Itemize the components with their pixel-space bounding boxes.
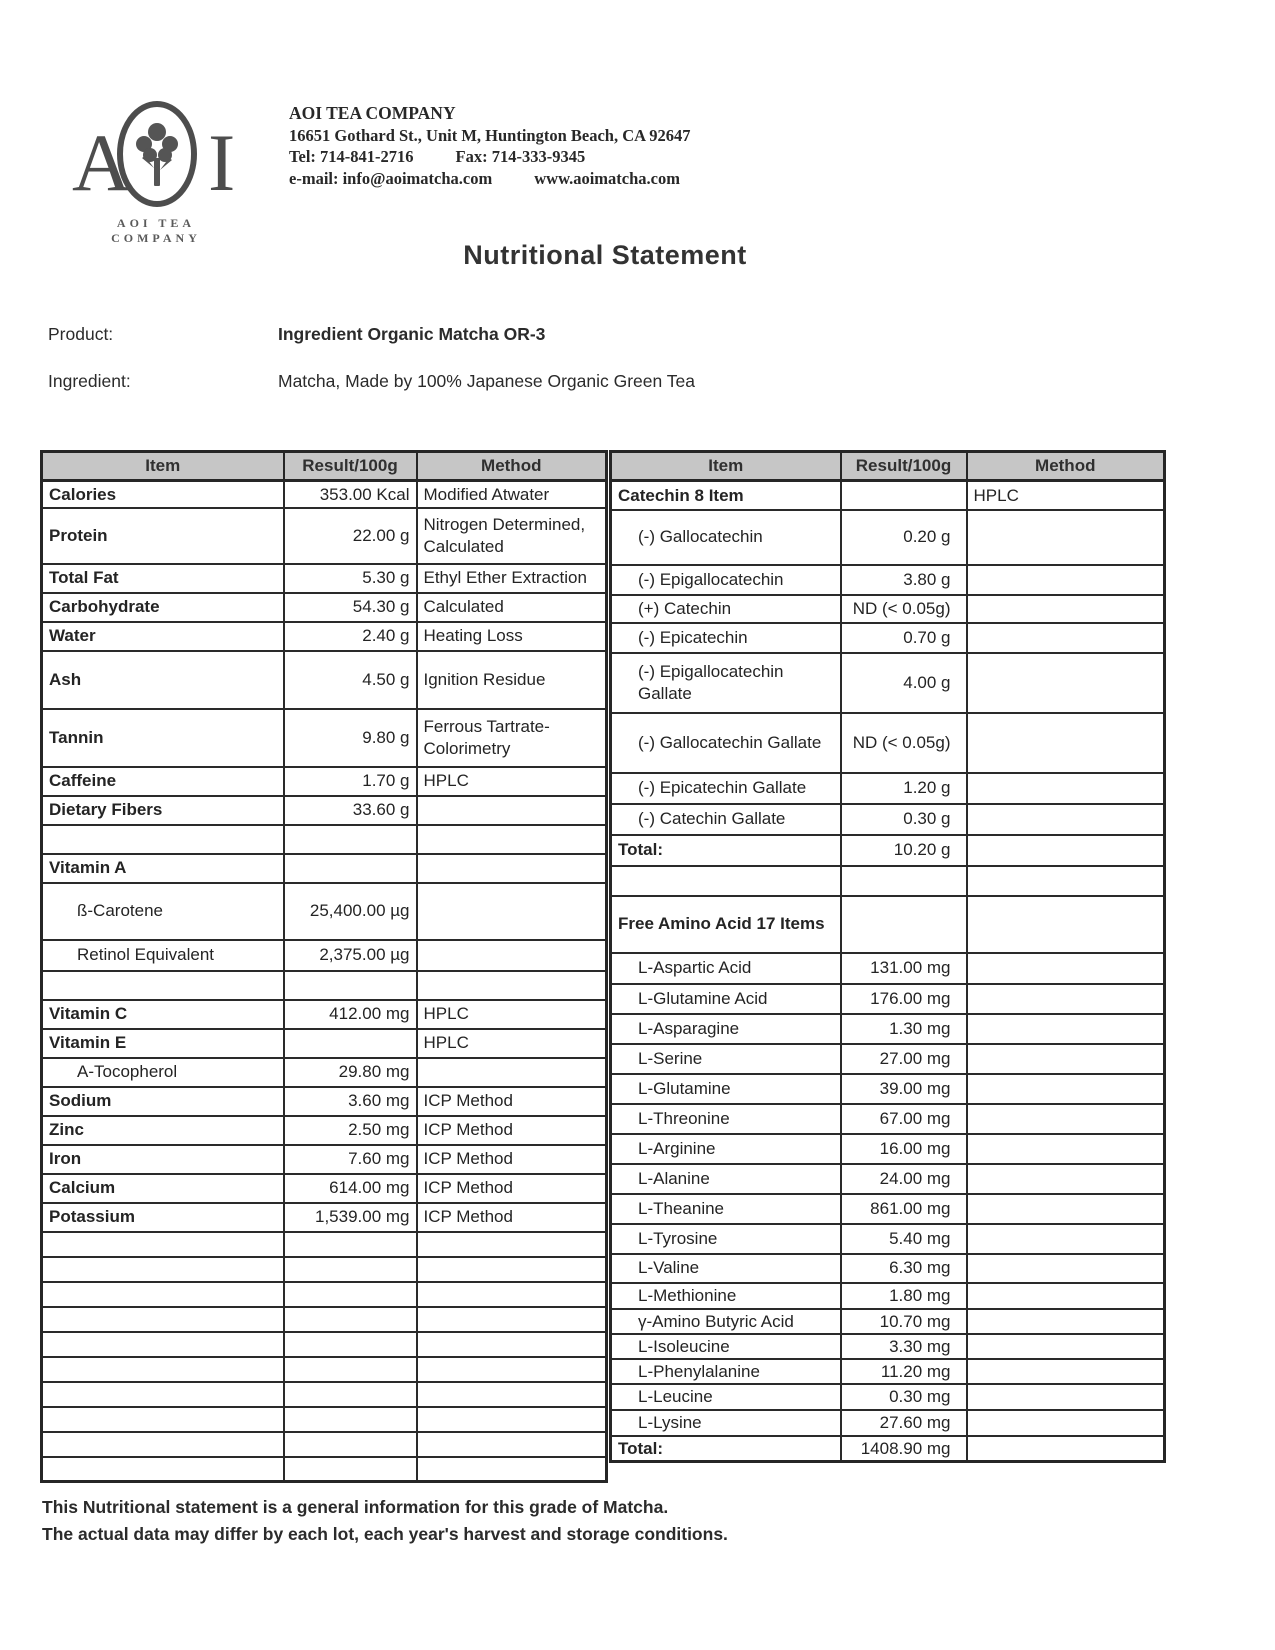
cell-result	[284, 1432, 417, 1457]
column-header-method: Method	[417, 452, 607, 481]
cell-result	[841, 481, 967, 510]
table-row	[42, 1116, 607, 1145]
cell-item: Dietary Fibers	[42, 796, 284, 825]
cell-result: 1.20 g	[841, 773, 967, 804]
cell-item: Potassium	[42, 1203, 284, 1232]
company-name: AOI TEA COMPANY	[289, 103, 456, 123]
cell-item	[42, 1457, 284, 1482]
cell-method	[417, 1407, 607, 1432]
cell-method: HPLC	[967, 481, 1165, 510]
cell-item: (-) Gallocatechin	[611, 510, 841, 565]
cell-result: ND (< 0.05g)	[841, 595, 967, 623]
cell-item: (+) Catechin	[611, 595, 841, 623]
table-row	[611, 1044, 1165, 1074]
cell-item: Calories	[42, 481, 284, 508]
cell-method	[417, 796, 607, 825]
cell-item	[42, 1407, 284, 1432]
table-row	[611, 1384, 1165, 1409]
cell-item: (-) Epicatechin	[611, 623, 841, 653]
table-row	[42, 564, 607, 593]
cell-method: HPLC	[417, 1029, 607, 1058]
cell-item: L-Isoleucine	[611, 1334, 841, 1359]
cell-method: ICP Method	[417, 1203, 607, 1232]
table-row	[42, 825, 607, 854]
cell-method: ICP Method	[417, 1087, 607, 1116]
cell-item: Vitamin E	[42, 1029, 284, 1058]
cell-method	[967, 1074, 1165, 1104]
cell-result: 0.30 mg	[841, 1384, 967, 1409]
cell-result	[284, 825, 417, 854]
table-row	[42, 1357, 607, 1382]
table-row	[611, 623, 1165, 653]
ingredient-row	[48, 371, 696, 392]
cell-item: Catechin 8 Item	[611, 481, 841, 510]
cell-item: L-Aspartic Acid	[611, 953, 841, 984]
cell-method	[967, 565, 1165, 595]
cell-result	[284, 1332, 417, 1357]
table-row	[611, 1224, 1165, 1254]
table-row	[42, 1382, 607, 1407]
cell-item: Total:	[611, 1436, 841, 1462]
cell-method	[967, 1410, 1165, 1436]
cell-item: L-Theanine	[611, 1194, 841, 1224]
cell-result	[284, 971, 417, 1000]
cell-method	[967, 653, 1165, 713]
cell-result	[284, 1282, 417, 1307]
cell-item: Sodium	[42, 1087, 284, 1116]
cell-result: 16.00 mg	[841, 1134, 967, 1164]
cell-item: Carbohydrate	[42, 593, 284, 622]
cell-item	[42, 1382, 284, 1407]
cell-method	[967, 984, 1165, 1014]
cell-item: L-Lysine	[611, 1410, 841, 1436]
cell-method	[417, 1357, 607, 1382]
cell-item	[42, 1257, 284, 1282]
cell-method	[417, 1282, 607, 1307]
cell-method	[967, 1254, 1165, 1283]
cell-result: 412.00 mg	[284, 1000, 417, 1029]
table-row	[611, 481, 1165, 510]
cell-method	[967, 866, 1165, 896]
table-row	[42, 1257, 607, 1282]
table-header-row	[611, 452, 1165, 481]
table-row	[611, 565, 1165, 595]
cell-result: 1.30 mg	[841, 1014, 967, 1044]
cell-method	[967, 835, 1165, 866]
table-row	[611, 1254, 1165, 1283]
cell-method	[417, 1232, 607, 1257]
cell-result: 27.60 mg	[841, 1410, 967, 1436]
cell-result: 614.00 mg	[284, 1174, 417, 1203]
cell-item	[611, 866, 841, 896]
table-row	[42, 1174, 607, 1203]
cell-method: Modified Atwater	[417, 481, 607, 508]
table-row	[42, 1432, 607, 1457]
cell-item: (-) Gallocatechin Gallate	[611, 713, 841, 773]
cell-result: 24.00 mg	[841, 1164, 967, 1194]
company-fax: Fax: 714-333-9345	[455, 147, 586, 166]
cell-item: γ-Amino Butyric Acid	[611, 1309, 841, 1334]
table-row	[42, 1029, 607, 1058]
page-title: Nutritional Statement	[463, 240, 747, 270]
table-row	[42, 767, 607, 796]
cell-result: 33.60 g	[284, 796, 417, 825]
product-label: Product:	[48, 324, 114, 344]
company-phone-line	[289, 146, 691, 168]
footer-line-1: This Nutritional statement is a general information for this grade of Matcha.	[42, 1497, 669, 1517]
table-row	[611, 1164, 1165, 1194]
cell-result: 4.50 g	[284, 651, 417, 709]
cell-result	[841, 896, 967, 953]
cell-method	[967, 1334, 1165, 1359]
cell-item: L-Arginine	[611, 1134, 841, 1164]
cell-item: ß-Carotene	[42, 883, 284, 940]
table-row	[42, 1307, 607, 1332]
cell-item: L-Valine	[611, 1254, 841, 1283]
cell-method	[967, 1134, 1165, 1164]
table-row	[42, 508, 607, 564]
cell-result: 22.00 g	[284, 508, 417, 564]
cell-item: L-Methionine	[611, 1283, 841, 1309]
cell-item: L-Serine	[611, 1044, 841, 1074]
cell-item: Tannin	[42, 709, 284, 767]
cell-result: 67.00 mg	[841, 1104, 967, 1134]
cell-result	[284, 1232, 417, 1257]
cell-result: 131.00 mg	[841, 953, 967, 984]
table-row	[611, 1309, 1165, 1334]
cell-method: HPLC	[417, 1000, 607, 1029]
table-row	[42, 1087, 607, 1116]
cell-item: L-Threonine	[611, 1104, 841, 1134]
ingredient-value: Matcha, Made by 100% Japanese Organic Green Tea	[278, 371, 696, 391]
footer-disclaimer	[42, 1494, 728, 1548]
cell-result: 7.60 mg	[284, 1145, 417, 1174]
table-row	[42, 940, 607, 971]
cell-item: (-) Epigallocatechin Gallate	[611, 653, 841, 713]
cell-method	[967, 1384, 1165, 1409]
nutrition-table-left	[40, 450, 608, 1483]
footer-line-2: The actual data may differ by each lot, each year's harvest and storage conditions.	[42, 1524, 728, 1544]
cell-method: Ethyl Ether Extraction	[417, 564, 607, 593]
cell-item: A-Tocopherol	[42, 1058, 284, 1087]
cell-result: 11.20 mg	[841, 1359, 967, 1384]
table-row	[42, 1282, 607, 1307]
cell-item: Iron	[42, 1145, 284, 1174]
cell-method	[417, 854, 607, 883]
ingredient-label: Ingredient:	[48, 371, 131, 391]
cell-item: Vitamin A	[42, 854, 284, 883]
table-row	[611, 1283, 1165, 1309]
cell-result: 0.30 g	[841, 804, 967, 835]
product-value: Ingredient Organic Matcha OR-3	[278, 324, 546, 344]
cell-result: 10.20 g	[841, 835, 967, 866]
cell-item	[42, 825, 284, 854]
cell-result: 25,400.00 µg	[284, 883, 417, 940]
cell-result: 0.70 g	[841, 623, 967, 653]
cell-item: Total:	[611, 835, 841, 866]
cell-method	[417, 940, 607, 971]
column-header-result: Result/100g	[284, 452, 417, 481]
table-row	[42, 481, 607, 508]
cell-result: 39.00 mg	[841, 1074, 967, 1104]
cell-item: L-Leucine	[611, 1384, 841, 1409]
cell-result	[284, 1457, 417, 1482]
cell-result: 3.30 mg	[841, 1334, 967, 1359]
company-info-block	[289, 103, 691, 189]
cell-method	[967, 773, 1165, 804]
table-row	[611, 1194, 1165, 1224]
company-logo	[72, 98, 272, 246]
cell-result: 2.40 g	[284, 622, 417, 651]
table-row	[611, 510, 1165, 565]
cell-item: Caffeine	[42, 767, 284, 796]
table-row	[611, 835, 1165, 866]
company-address: 16651 Gothard St., Unit M, Huntington Beach, CA 92647	[289, 125, 691, 145]
cell-result: 27.00 mg	[841, 1044, 967, 1074]
column-header-method: Method	[967, 452, 1165, 481]
table-row	[611, 1074, 1165, 1104]
table-row	[611, 1359, 1165, 1384]
company-email: e-mail: info@aoimatcha.com	[289, 168, 493, 188]
cell-result	[284, 1357, 417, 1382]
cell-item: L-Asparagine	[611, 1014, 841, 1044]
cell-method	[967, 713, 1165, 773]
cell-method	[417, 1432, 607, 1457]
cell-method: Calculated	[417, 593, 607, 622]
table-row	[42, 883, 607, 940]
table-row	[42, 1232, 607, 1257]
column-header-result: Result/100g	[841, 452, 967, 481]
cell-method	[417, 1382, 607, 1407]
table-row	[42, 1332, 607, 1357]
cell-item: Zinc	[42, 1116, 284, 1145]
table-row	[42, 1407, 607, 1432]
cell-method: ICP Method	[417, 1174, 607, 1203]
table-row	[611, 866, 1165, 896]
table-row	[42, 971, 607, 1000]
aoi-logo-graphic	[72, 98, 240, 210]
product-row	[48, 324, 546, 345]
table-row	[42, 1058, 607, 1087]
table-row	[611, 653, 1165, 713]
cell-result	[284, 1257, 417, 1282]
cell-item: Free Amino Acid 17 Items	[611, 896, 841, 953]
table-row	[611, 804, 1165, 835]
cell-item: Water	[42, 622, 284, 651]
tree-icon	[136, 123, 178, 186]
cell-result: 2.50 mg	[284, 1116, 417, 1145]
cell-method: Nitrogen Determined, Calculated	[417, 508, 607, 564]
cell-result: 861.00 mg	[841, 1194, 967, 1224]
cell-result	[284, 1307, 417, 1332]
table-row	[42, 854, 607, 883]
cell-method: Heating Loss	[417, 622, 607, 651]
cell-method: ICP Method	[417, 1145, 607, 1174]
table-row	[611, 984, 1165, 1014]
logo-caption: AOI TEA COMPANY	[111, 216, 201, 245]
cell-method	[417, 825, 607, 854]
cell-item: L-Alanine	[611, 1164, 841, 1194]
cell-item: Ash	[42, 651, 284, 709]
cell-method	[967, 1283, 1165, 1309]
cell-method: Ferrous Tartrate-Colorimetry	[417, 709, 607, 767]
cell-item: Calcium	[42, 1174, 284, 1203]
cell-method	[417, 1307, 607, 1332]
cell-result	[284, 1407, 417, 1432]
column-header-item: Item	[42, 452, 284, 481]
logo-letter-i: I	[208, 117, 236, 208]
cell-method	[417, 1332, 607, 1357]
cell-item: Vitamin C	[42, 1000, 284, 1029]
cell-result	[841, 866, 967, 896]
cell-result: 1408.90 mg	[841, 1436, 967, 1462]
cell-method	[417, 971, 607, 1000]
cell-result: 1.70 g	[284, 767, 417, 796]
cell-result: 29.80 mg	[284, 1058, 417, 1087]
cell-result: 2,375.00 µg	[284, 940, 417, 971]
cell-item	[42, 1282, 284, 1307]
cell-result: 3.60 mg	[284, 1087, 417, 1116]
table-row	[611, 896, 1165, 953]
cell-result: 0.20 g	[841, 510, 967, 565]
cell-method	[967, 1436, 1165, 1462]
cell-item: L-Phenylalanine	[611, 1359, 841, 1384]
cell-method	[967, 896, 1165, 953]
cell-method	[967, 623, 1165, 653]
column-header-item: Item	[611, 452, 841, 481]
table-row	[42, 1203, 607, 1232]
cell-item: (-) Catechin Gallate	[611, 804, 841, 835]
cell-result: 4.00 g	[841, 653, 967, 713]
cell-result	[284, 1029, 417, 1058]
cell-item	[42, 1307, 284, 1332]
logo-letter-a: A	[72, 117, 132, 208]
company-tel: Tel: 714-841-2716	[289, 147, 414, 166]
table-row	[611, 1334, 1165, 1359]
cell-result: 3.80 g	[841, 565, 967, 595]
cell-method	[967, 510, 1165, 565]
cell-result: 1,539.00 mg	[284, 1203, 417, 1232]
cell-method	[967, 1164, 1165, 1194]
table-row	[611, 713, 1165, 773]
cell-method	[967, 1014, 1165, 1044]
cell-method	[417, 1257, 607, 1282]
nutrition-table-right	[609, 450, 1166, 1463]
cell-method	[967, 804, 1165, 835]
cell-result: 353.00 Kcal	[284, 481, 417, 508]
cell-item: Retinol Equivalent	[42, 940, 284, 971]
cell-method	[417, 1058, 607, 1087]
cell-method	[967, 595, 1165, 623]
cell-result: 5.40 mg	[841, 1224, 967, 1254]
cell-item	[42, 1432, 284, 1457]
cell-result: 10.70 mg	[841, 1309, 967, 1334]
cell-method	[967, 1224, 1165, 1254]
cell-item: L-Glutamine	[611, 1074, 841, 1104]
cell-item: Total Fat	[42, 564, 284, 593]
table-row	[42, 622, 607, 651]
cell-result	[284, 1382, 417, 1407]
cell-item	[42, 1232, 284, 1257]
table-row	[42, 1457, 607, 1482]
table-row	[42, 1145, 607, 1174]
table-row	[42, 593, 607, 622]
cell-result: 54.30 g	[284, 593, 417, 622]
table-row	[611, 773, 1165, 804]
cell-item	[42, 1357, 284, 1382]
cell-item: L-Glutamine Acid	[611, 984, 841, 1014]
table-row	[611, 1134, 1165, 1164]
cell-method: HPLC	[417, 767, 607, 796]
table-row	[611, 1014, 1165, 1044]
cell-item: (-) Epigallocatechin	[611, 565, 841, 595]
table-row	[42, 709, 607, 767]
table-row	[42, 1000, 607, 1029]
table-header-row	[42, 452, 607, 481]
cell-result: 5.30 g	[284, 564, 417, 593]
cell-item: Protein	[42, 508, 284, 564]
cell-result: ND (< 0.05g)	[841, 713, 967, 773]
cell-method: Ignition Residue	[417, 651, 607, 709]
table-row	[42, 651, 607, 709]
cell-item: (-) Epicatechin Gallate	[611, 773, 841, 804]
table-row	[42, 796, 607, 825]
cell-result: 1.80 mg	[841, 1283, 967, 1309]
cell-item	[42, 971, 284, 1000]
company-web-line	[289, 168, 691, 190]
cell-item	[42, 1332, 284, 1357]
cell-result	[284, 854, 417, 883]
cell-item: L-Tyrosine	[611, 1224, 841, 1254]
cell-method	[967, 1359, 1165, 1384]
cell-method: ICP Method	[417, 1116, 607, 1145]
table-row	[611, 1410, 1165, 1436]
cell-result: 6.30 mg	[841, 1254, 967, 1283]
cell-method	[967, 1309, 1165, 1334]
cell-method	[967, 1194, 1165, 1224]
cell-method	[417, 1457, 607, 1482]
cell-result: 9.80 g	[284, 709, 417, 767]
cell-method	[967, 1044, 1165, 1074]
table-row	[611, 1104, 1165, 1134]
table-row	[611, 953, 1165, 984]
cell-method	[967, 953, 1165, 984]
table-row	[611, 595, 1165, 623]
table-row	[611, 1436, 1165, 1462]
cell-method	[417, 883, 607, 940]
company-website: www.aoimatcha.com	[534, 168, 680, 188]
cell-method	[967, 1104, 1165, 1134]
cell-result: 176.00 mg	[841, 984, 967, 1014]
